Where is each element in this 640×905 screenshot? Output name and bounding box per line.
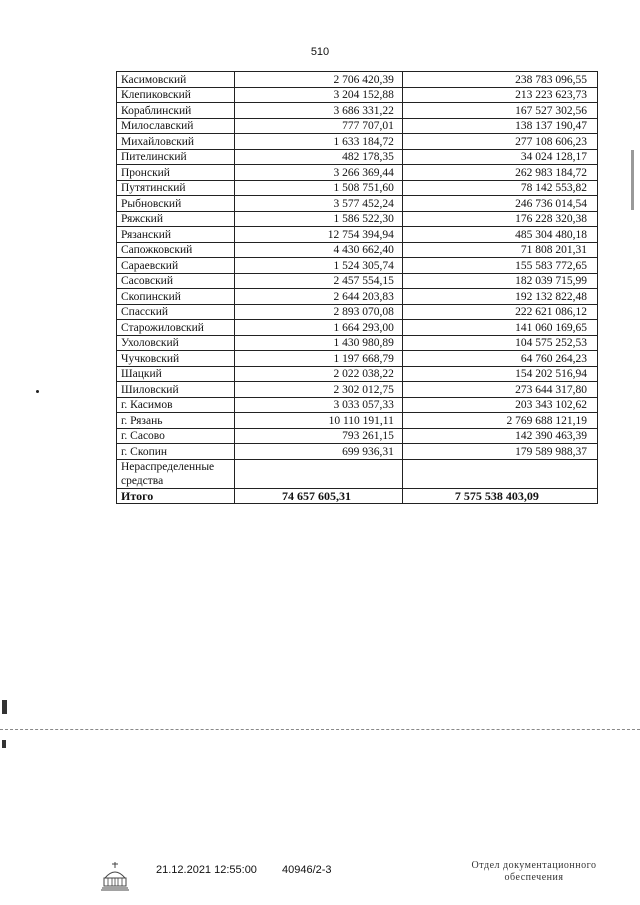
table-row	[117, 72, 598, 88]
row-value-1: 699 936,31	[235, 444, 403, 460]
scan-margin-mark	[631, 150, 634, 210]
row-name: Шацкий	[117, 366, 235, 382]
table-row	[117, 289, 598, 305]
row-name: г. Сасово	[117, 428, 235, 444]
total-value-1: 74 657 605,31	[235, 488, 403, 504]
row-value-1: 3 577 452,24	[235, 196, 403, 212]
row-value-1: 2 457 554,15	[235, 273, 403, 289]
row-value-2: 167 527 302,56	[402, 103, 597, 119]
table-row	[117, 196, 598, 212]
row-value-2	[402, 459, 597, 488]
row-name: Путятинский	[117, 180, 235, 196]
table-row	[117, 227, 598, 243]
row-value-2: 273 644 317,80	[402, 382, 597, 398]
total-value-2: 7 575 538 403,09	[402, 488, 597, 504]
row-name: Чучковский	[117, 351, 235, 367]
row-value-2: 78 142 553,82	[402, 180, 597, 196]
footer-department	[450, 860, 618, 884]
table-row	[117, 366, 598, 382]
table-row	[117, 211, 598, 227]
row-value-1: 4 430 662,40	[235, 242, 403, 258]
row-value-1: 1 664 293,00	[235, 320, 403, 336]
row-value-2: 485 304 480,18	[402, 227, 597, 243]
row-value-1: 1 197 668,79	[235, 351, 403, 367]
scan-speck	[36, 390, 39, 393]
row-name: Пителинский	[117, 149, 235, 165]
table-row	[117, 413, 598, 429]
row-name: Пронский	[117, 165, 235, 181]
row-value-2: 71 808 201,31	[402, 242, 597, 258]
row-value-2: 154 202 516,94	[402, 366, 597, 382]
table-row	[117, 134, 598, 150]
row-value-1: 3 266 369,44	[235, 165, 403, 181]
table-row	[117, 118, 598, 134]
row-name: Скопинский	[117, 289, 235, 305]
row-name: Старожиловский	[117, 320, 235, 336]
row-value-2: 64 760 264,23	[402, 351, 597, 367]
page-number: 510	[310, 46, 330, 58]
table-row	[117, 87, 598, 103]
budget-table	[116, 71, 598, 504]
table-row	[117, 273, 598, 289]
table-row	[117, 103, 598, 119]
row-value-1: 1 430 980,89	[235, 335, 403, 351]
row-value-1: 2 706 420,39	[235, 72, 403, 88]
row-value-2: 246 736 014,54	[402, 196, 597, 212]
row-value-1: 2 302 012,75	[235, 382, 403, 398]
row-value-1: 10 110 191,11	[235, 413, 403, 429]
row-value-2: 155 583 772,65	[402, 258, 597, 274]
row-value-1: 777 707,01	[235, 118, 403, 134]
table-row	[117, 304, 598, 320]
row-value-2: 203 343 102,62	[402, 397, 597, 413]
row-value-1: 3 686 331,22	[235, 103, 403, 119]
row-value-1: 3 204 152,88	[235, 87, 403, 103]
row-name: г. Касимов	[117, 397, 235, 413]
row-name: Касимовский	[117, 72, 235, 88]
table-row	[117, 428, 598, 444]
row-value-2: 138 137 190,47	[402, 118, 597, 134]
row-value-1: 1 586 522,30	[235, 211, 403, 227]
table-row	[117, 258, 598, 274]
row-name: Клепиковский	[117, 87, 235, 103]
row-value-2: 142 390 463,39	[402, 428, 597, 444]
scan-dashed-line	[0, 729, 640, 730]
table-row	[117, 242, 598, 258]
row-value-2: 34 024 128,17	[402, 149, 597, 165]
footer	[0, 860, 640, 900]
total-row	[117, 488, 598, 504]
department-line-2: обеспечения	[504, 872, 564, 883]
row-value-1: 482 178,35	[235, 149, 403, 165]
row-value-2: 222 621 086,12	[402, 304, 597, 320]
row-value-1	[235, 459, 403, 488]
row-name: Рыбновский	[117, 196, 235, 212]
table-row	[117, 444, 598, 460]
row-value-2: 213 223 623,73	[402, 87, 597, 103]
row-name: Нераспределенные средства	[117, 459, 235, 488]
row-name: Спасский	[117, 304, 235, 320]
row-name: Ряжский	[117, 211, 235, 227]
scan-margin-mark	[2, 700, 7, 714]
table-row	[117, 459, 598, 488]
row-value-2: 192 132 822,48	[402, 289, 597, 305]
row-value-2: 2 769 688 121,19	[402, 413, 597, 429]
table-body	[117, 72, 598, 489]
table-row	[117, 165, 598, 181]
row-value-2: 141 060 169,65	[402, 320, 597, 336]
footer-datetime: 21.12.2021 12:55:00	[156, 864, 257, 876]
row-value-1: 1 524 305,74	[235, 258, 403, 274]
row-name: Шиловский	[117, 382, 235, 398]
row-name: Михайловский	[117, 134, 235, 150]
row-name: Кораблинский	[117, 103, 235, 119]
duma-building-icon	[100, 860, 130, 892]
row-name: г. Рязань	[117, 413, 235, 429]
row-value-1: 2 644 203,83	[235, 289, 403, 305]
table-row	[117, 180, 598, 196]
table-row	[117, 320, 598, 336]
row-value-1: 2 893 070,08	[235, 304, 403, 320]
table-row	[117, 382, 598, 398]
scan-margin-mark	[2, 740, 6, 748]
row-name: Сапожковский	[117, 242, 235, 258]
row-value-2: 179 589 988,37	[402, 444, 597, 460]
row-value-2: 262 983 184,72	[402, 165, 597, 181]
row-value-1: 2 022 038,22	[235, 366, 403, 382]
total-label: Итого	[117, 488, 235, 504]
row-name: г. Скопин	[117, 444, 235, 460]
row-value-2: 277 108 606,23	[402, 134, 597, 150]
row-name: Ухоловский	[117, 335, 235, 351]
table-row	[117, 149, 598, 165]
table-row	[117, 335, 598, 351]
row-name: Сараевский	[117, 258, 235, 274]
row-value-1: 1 633 184,72	[235, 134, 403, 150]
row-value-2: 182 039 715,99	[402, 273, 597, 289]
table-row	[117, 397, 598, 413]
footer-doc-number: 40946/2-3	[282, 864, 332, 876]
row-name: Рязанский	[117, 227, 235, 243]
row-value-1: 12 754 394,94	[235, 227, 403, 243]
row-name: Милославский	[117, 118, 235, 134]
table-row	[117, 351, 598, 367]
row-value-2: 176 228 320,38	[402, 211, 597, 227]
row-value-1: 793 261,15	[235, 428, 403, 444]
row-value-1: 3 033 057,33	[235, 397, 403, 413]
row-name: Сасовский	[117, 273, 235, 289]
row-value-2: 238 783 096,55	[402, 72, 597, 88]
row-value-1: 1 508 751,60	[235, 180, 403, 196]
department-line-1: Отдел документационного	[471, 860, 597, 871]
row-value-2: 104 575 252,53	[402, 335, 597, 351]
